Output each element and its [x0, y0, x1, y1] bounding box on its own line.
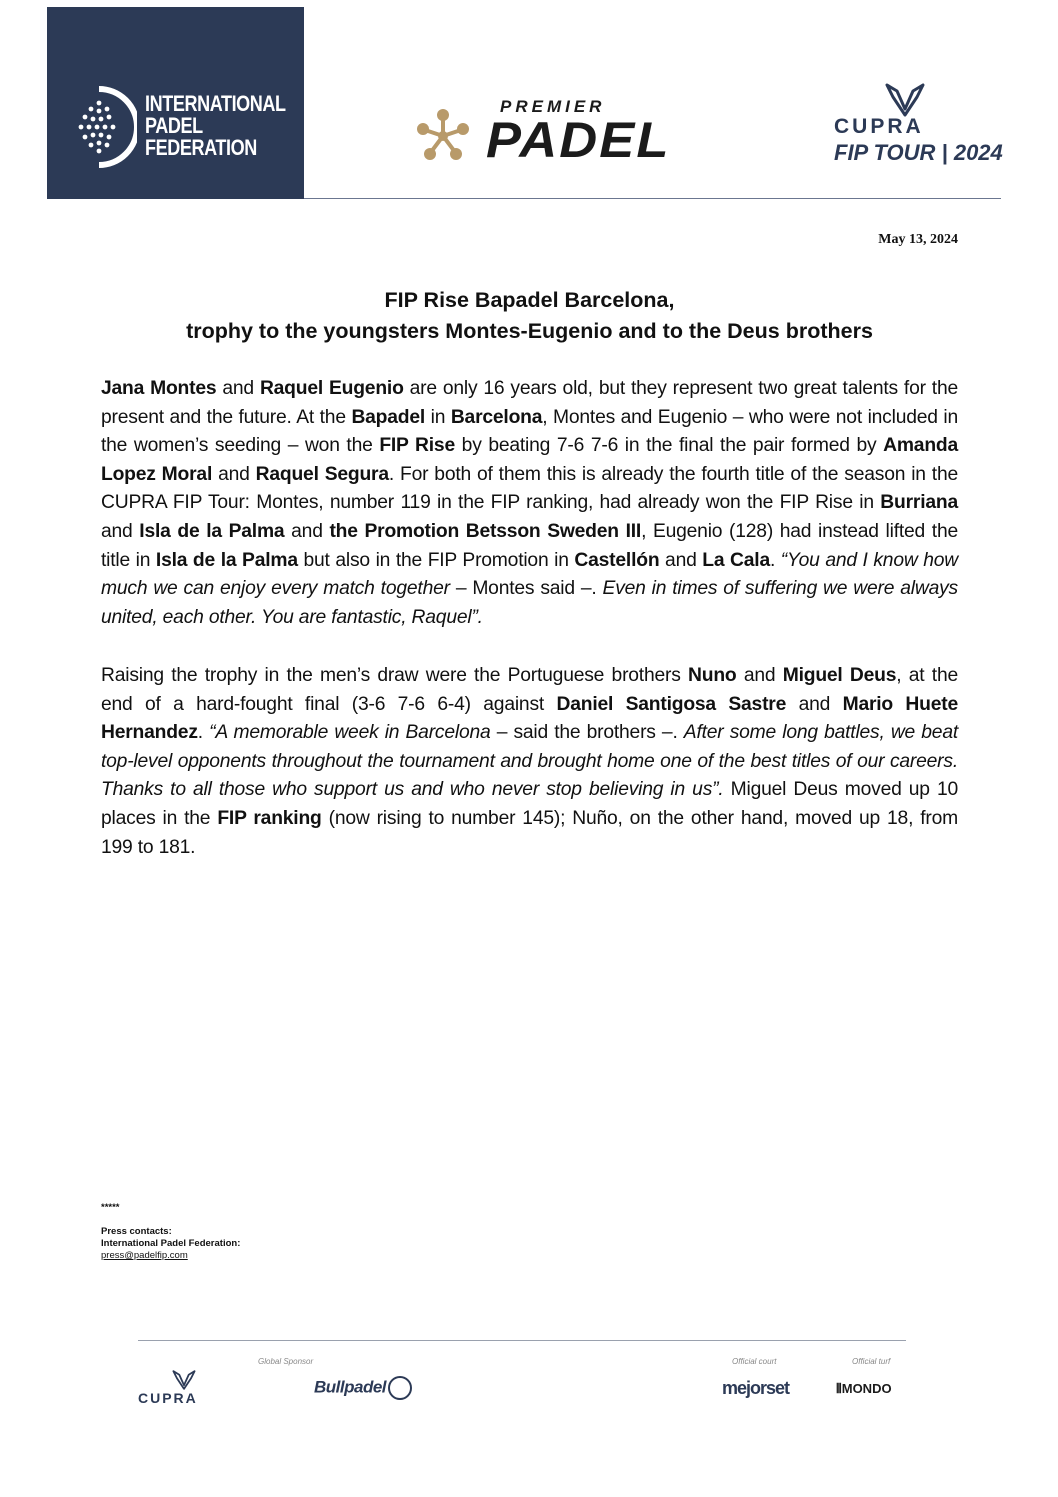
mondo-stripes-icon: ⦀ [836, 1381, 842, 1396]
footer-cupra-word: CUPRA [138, 1390, 198, 1406]
bold-run: Bapadel [351, 406, 426, 428]
bullpadel-word: Bullpadel [314, 1377, 387, 1397]
text-run: – Montes said –. [449, 578, 603, 600]
fip-wordmark [145, 93, 286, 159]
text-run: Miguel Deus moved up 10 places in the [101, 779, 958, 829]
text-run: Raising the trophy in the men’s draw were the Portuguese brothers [101, 665, 689, 686]
text-run: . For both of them this is already the fourth title of the season in the CUPRA FIP Tour: Montes, number 119 in the FIP ranking, had already won the FIP Rise in [101, 463, 959, 514]
title-line1: FIP Rise Bapadel Barcelona, [384, 288, 675, 312]
text-run: but also in the FIP Promotion in [297, 549, 575, 571]
bold-run: La Cala [702, 549, 770, 571]
text-run: and [659, 549, 703, 571]
fip-logo [47, 7, 304, 199]
bold-run: Barcelona [450, 406, 543, 428]
bold-run: the Promotion Betsson Sweden III [329, 520, 642, 542]
quote-run: Even in times of suffering we were always united, each other. You are fantastic, Raquel”. [101, 578, 958, 628]
bold-run: Mario Huete Hernandez [101, 693, 959, 744]
official-turf-tag: Official turf [852, 1357, 891, 1366]
fip-line1: INTERNATIONAL [145, 91, 286, 116]
text-run: and [284, 520, 330, 542]
quote-run: After some long battles, we beat top-level opponents throughout the tournament and brought home one of the best titles of our careers. Thanks to all those who support us and who never stop believing in us”. [101, 722, 958, 801]
footer-cupra-logo [136, 1370, 232, 1410]
text-run: . [769, 549, 781, 571]
bold-run: Raquel Segura [255, 463, 389, 485]
text-run: by beating 7-6 7-6 in the final the pair formed by [454, 435, 884, 457]
bold-run: Isla de la Palma [155, 549, 298, 571]
text-run: and [212, 463, 256, 485]
text-run: and [736, 665, 783, 686]
bold-run: FIP Rise [379, 435, 455, 457]
paragraph-1 [101, 375, 958, 632]
text-run: and [216, 378, 260, 399]
text-run: and [786, 693, 843, 715]
press-title [101, 285, 958, 347]
text-run: – said the brothers –. [490, 722, 684, 744]
text-run: , Eugenio (128) had instead lifted the title in [101, 520, 959, 571]
premier-word: PREMIER [500, 97, 606, 116]
text-run: , at the end of a hard-fought final (3-6 7-6 6-4) against [101, 665, 958, 715]
press-contacts [101, 1202, 240, 1262]
text-run: are only 16 years old, but they represent two great talents for the present and the future. At the [101, 378, 958, 428]
mondo-logo [836, 1381, 892, 1397]
bold-run: Raquel Eugenio [259, 378, 404, 399]
text-run: and [101, 520, 140, 542]
fip-tour-2024: FIP TOUR | 2024 [834, 140, 1003, 165]
fip-line3: FEDERATION [145, 135, 257, 160]
text-run: . [197, 722, 210, 744]
bold-run: Miguel Deus [782, 665, 897, 686]
paragraph-2 [101, 662, 958, 862]
official-court-tag: Official court [732, 1357, 777, 1366]
bold-run: Jana Montes [101, 378, 217, 399]
premier-padel-flower-icon [414, 107, 472, 165]
title-line2: trophy to the youngsters Montes-Eugenio and to the Deus brothers [186, 319, 873, 343]
padel-word: PADEL [486, 112, 671, 168]
padel-ball-icon [77, 85, 137, 169]
mondo-word: MONDO [841, 1381, 892, 1396]
bullpadel-ring-icon [388, 1376, 412, 1400]
bold-run: Isla de la Palma [139, 520, 285, 542]
press-email-link[interactable]: press@padelfip.com [101, 1250, 188, 1261]
bullpadel-logo [314, 1376, 412, 1400]
cupra-emblem-icon [885, 83, 925, 117]
text-run: (now rising to number 145); Nuño, on the other hand, moved up 18, from 199 to 181. [101, 807, 958, 858]
header-divider [304, 198, 1001, 199]
bold-run: Burriana [880, 492, 958, 514]
mejorset-logo: mejorset [722, 1378, 790, 1398]
bold-run: Nuno [688, 665, 737, 686]
cupra-fip-tour-logo [830, 83, 1003, 173]
footer-divider [138, 1340, 906, 1341]
bold-run: Amanda Lopez Moral [101, 435, 958, 485]
bold-run: Castellón [574, 549, 660, 571]
quote-run: “You and I know how much we can enjoy every match together [101, 549, 958, 600]
press-contacts-org: International Padel Federation: [101, 1238, 241, 1249]
bold-run: Daniel Santigosa Sastre [556, 693, 787, 715]
cupra-emblem-icon [172, 1370, 196, 1390]
press-contacts-label: Press contacts: [101, 1226, 172, 1237]
quote-run: “A memorable week in Barcelona [209, 722, 491, 744]
press-date: May 13, 2024 [878, 232, 958, 247]
global-sponsor-tag: Global Sponsor [258, 1357, 314, 1366]
premier-padel-logo [414, 97, 704, 167]
separator-stars: ***** [101, 1202, 120, 1213]
text-run: , Montes and Eugenio – who were not included in the women’s seeding – won the [101, 406, 958, 457]
text-run: in [425, 406, 451, 428]
bold-run: FIP ranking [217, 807, 322, 829]
cupra-word: CUPRA [834, 115, 924, 138]
fip-line2: PADEL [145, 113, 203, 138]
